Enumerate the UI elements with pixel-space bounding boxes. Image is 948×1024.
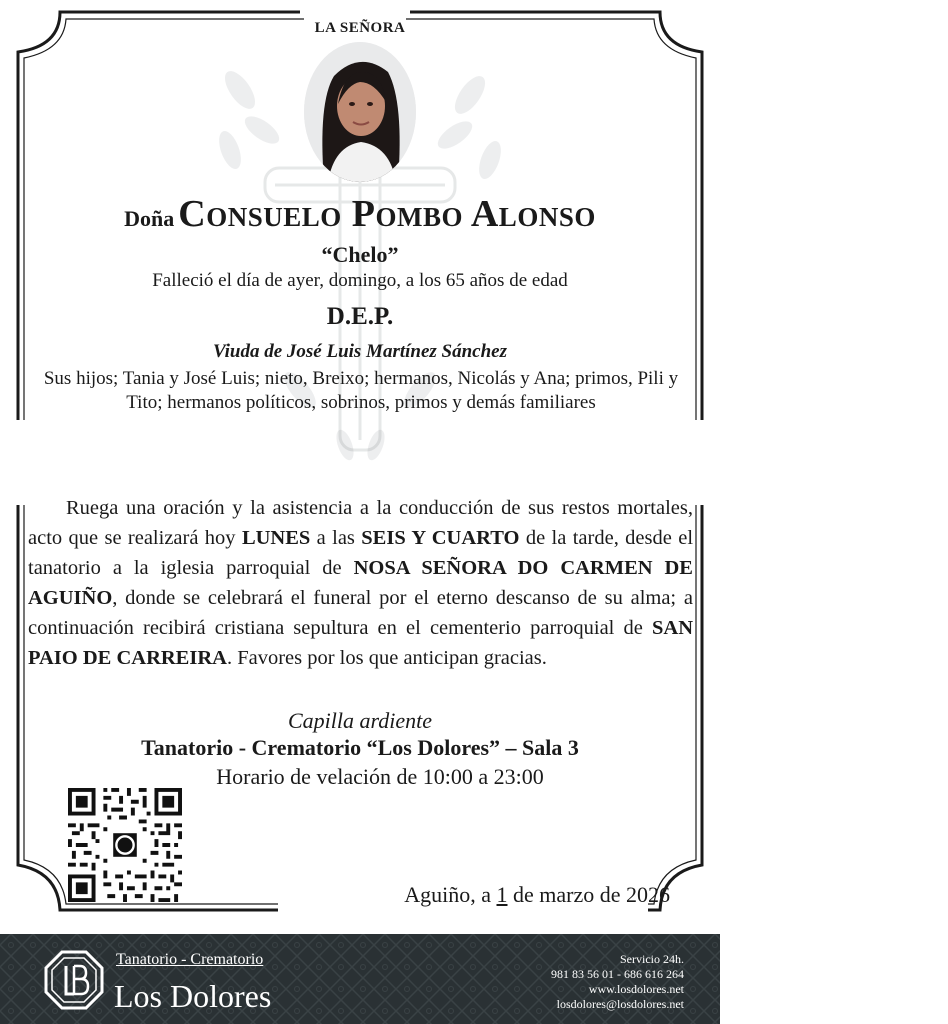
brand-subtitle: Tanatorio - Crematorio bbox=[116, 951, 264, 968]
dateline-month-year: de marzo de 2026 bbox=[507, 882, 670, 907]
service-hours: Servicio 24h. bbox=[620, 952, 684, 966]
dateline-place: Aguiño, a bbox=[404, 882, 497, 907]
phone-numbers: 981 83 56 01 - 686 616 264 bbox=[551, 967, 684, 981]
service-text: de la tarde, desde el tanatorio a la iglesia parroquial de bbox=[28, 527, 694, 579]
death-statement: Falleció el día de ayer, domingo, a los 65 años de edad bbox=[152, 270, 568, 291]
deceased-name-line bbox=[30, 192, 690, 236]
family-list: Sus hijos; Tania y José Luis; nieto, Breixo; hermanos, Nicolás y Ana; primos, Pili y Tito; hermanos políticos, sobrinos, primos y demás familiares bbox=[43, 368, 679, 413]
chapel-place: Tanatorio - Crematorio “Los Dolores” – Sala 3 bbox=[141, 735, 579, 760]
service-text: Ruega una oración y la asistencia a la conducción de sus restos mortales, acto que se realizará hoy bbox=[28, 497, 693, 549]
name-prefix: Doña bbox=[124, 206, 175, 231]
nickname: “Chelo” bbox=[321, 242, 399, 267]
service-text: . Favores por los que anticipan gracias. bbox=[226, 647, 547, 669]
widow-of-line: Viuda de José Luis Martínez Sánchez bbox=[212, 341, 508, 362]
deceased-portrait bbox=[304, 42, 416, 182]
deceased-name: Consuelo Pombo Alonso bbox=[178, 193, 596, 235]
website-link[interactable]: www.losdolores.net bbox=[588, 982, 684, 996]
brand-name: Los Dolores bbox=[114, 978, 272, 1014]
funeral-home-logo-icon bbox=[44, 950, 104, 1010]
contact-info bbox=[468, 952, 684, 1012]
service-time: SEIS Y CUARTO bbox=[361, 527, 520, 549]
qr-code[interactable] bbox=[68, 788, 182, 902]
funeral-home-banner bbox=[0, 934, 720, 1024]
service-paragraph bbox=[28, 493, 693, 673]
dep-text: D.E.P. bbox=[326, 303, 394, 330]
email-link[interactable]: losdolores@losdolores.net bbox=[556, 997, 684, 1011]
notice-heading: LA SEÑORA bbox=[314, 20, 406, 36]
chapel-label: Capilla ardiente bbox=[287, 708, 432, 733]
service-text: a las bbox=[310, 527, 362, 549]
service-text: , donde se celebrará el funeral por el eterno descanso de su alma; a continuación recibirá cristiana sepultura en el cementerio parroquial de bbox=[28, 587, 693, 639]
dateline-day: 1 bbox=[496, 882, 508, 907]
service-church: NOSA SEÑORA DO CARMEN DE AGUIÑO bbox=[28, 557, 693, 609]
dateline bbox=[290, 882, 670, 908]
chapel-hours: Horario de velación de 10:00 a 23:00 bbox=[216, 764, 544, 789]
service-cemetery: SAN PAIO DE CARREIRA bbox=[28, 617, 693, 669]
service-day: LUNES bbox=[241, 527, 311, 549]
